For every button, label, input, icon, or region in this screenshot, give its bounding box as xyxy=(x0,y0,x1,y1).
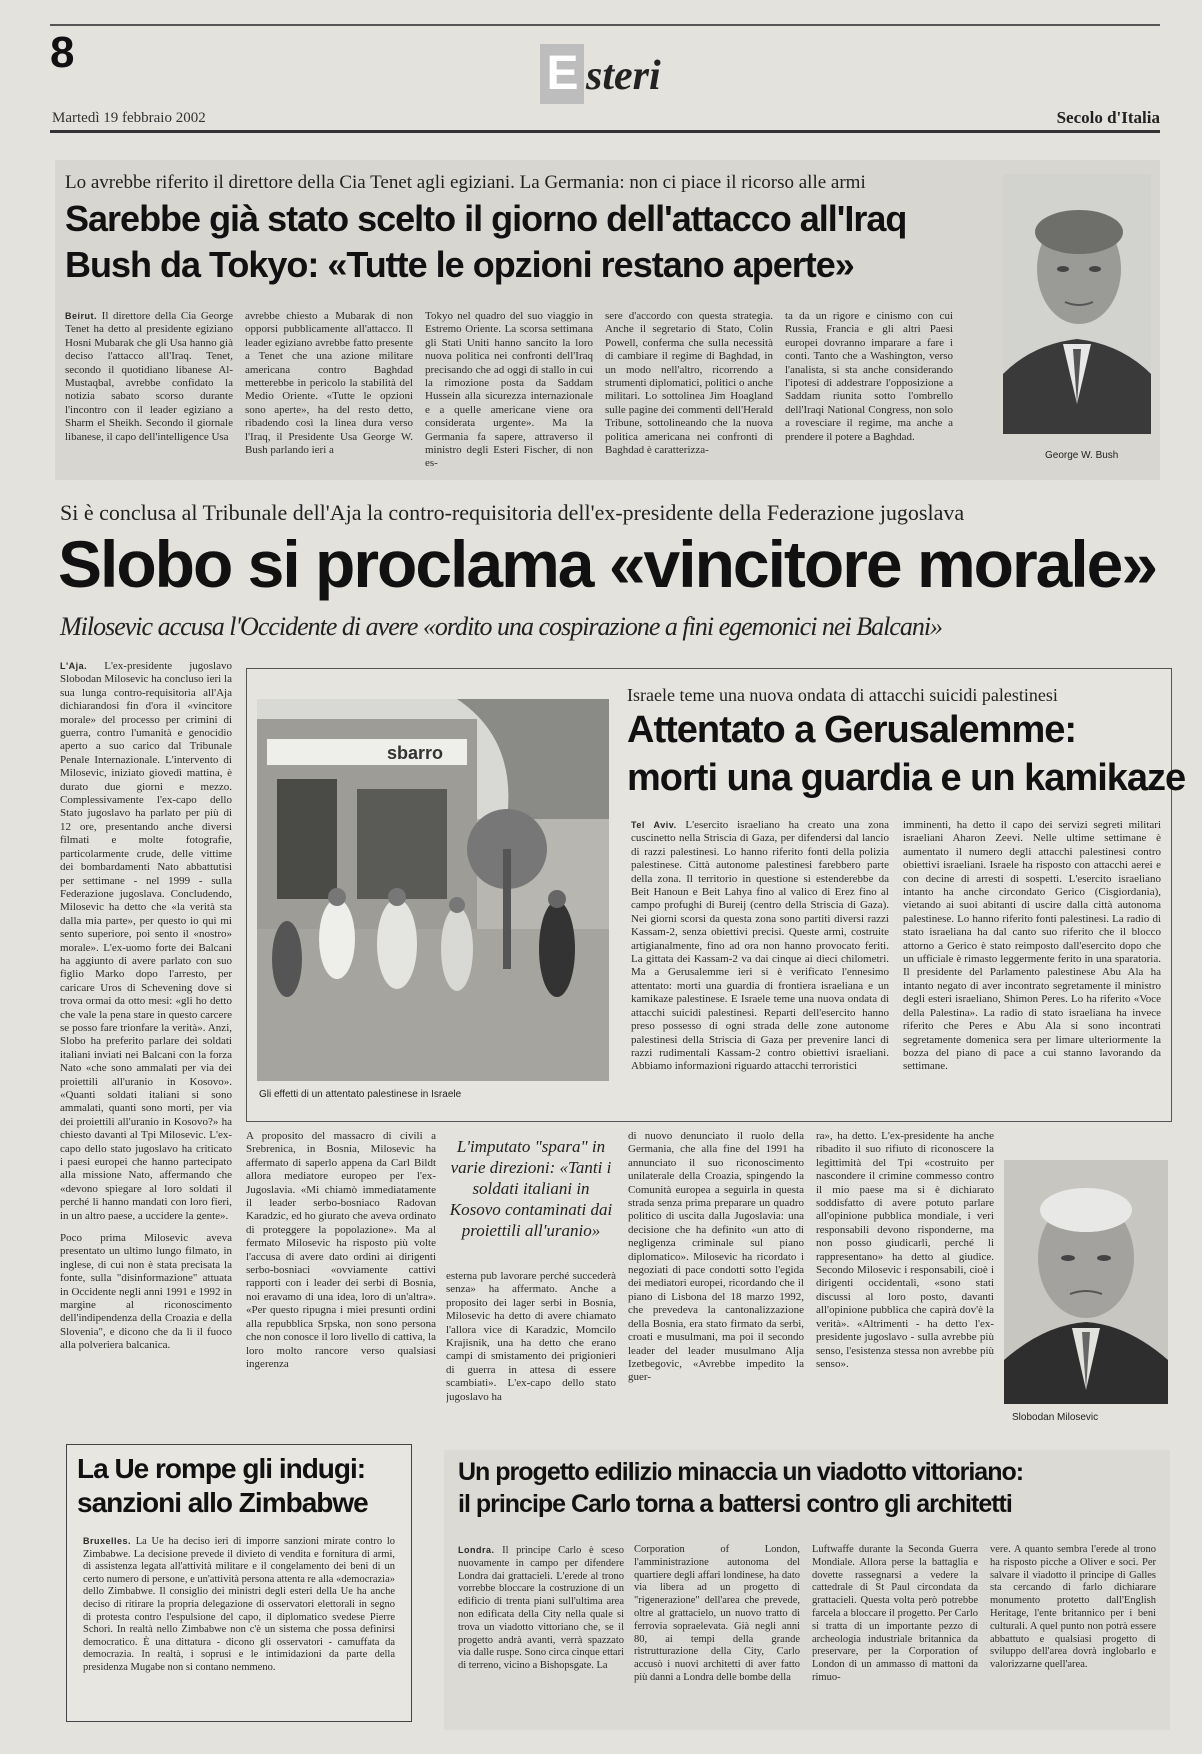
iraq-col4-text: sere d'accordo con questa strategia. Anche il segretario di Stato, Colin Powell, conferma che sulla necessità di cambiare il regime di Baghdad, in un modo nell'altro, ricorrendo a strumenti diplomatici, politici o anche militari. Lo sottolinea Jim Hoagland sulle pagine dei commenti dell'Herald Tribune, sottolineando che la nuova politica americana nei confronti di Baghdad è caratterizza- xyxy=(605,310,773,457)
charles-col2-text: Corporation of London, l'amministrazione autonoma del quartiere degli affari londinese, ha dato via libera ad un progetto di "rigenerazione" dell'area che prevede, oltre al grattacielo, un nuovo tratto di ferrovia sopraelevata. Già negli anni 80, ai tempi della grande ristrutturazione della City, Carlo accusò i nuovi architetti di aver fatto più danni a Londra delle bombe della xyxy=(634,1544,800,1683)
iraq-dateline: Beirut. xyxy=(65,311,98,321)
milosevic-column-2 xyxy=(246,1130,436,1430)
charles-headline-line2: il principe Carlo torna a battersi contro gli architetti xyxy=(458,1490,1012,1518)
milosevic-col3-text: esterna pub lavorare perché succederà senza» ha affermato. Anche a proposito dei lager serbi in Bosnia, Milosevic ha detto di avere chiamato l'allora vice di Karadzic, Momcilo Krajisnik, una ha detto che erano campi di smistamento dei prigionieri di guerra in attesa di essere scambiati». L'ex-capo dello stato jugoslavo ha xyxy=(446,1270,616,1403)
article-iraq xyxy=(55,160,1160,480)
iraq-column-3 xyxy=(425,310,593,470)
attack-scene-illustration xyxy=(257,699,609,1081)
charles-column-1 xyxy=(458,1544,624,1724)
milosevic-column-3 xyxy=(446,1270,616,1430)
milosevic-column-1b xyxy=(60,1232,232,1412)
iraq-col1-text: Il direttore della Cia George Tenet ha detto al presidente egiziano Hosni Mubarak che gli Usa hanno già deciso l'attacco all'Iraq. Tenet, secondo il quotidiano libanese Al-Mustaqbal, avrebbe confidato la notizia sabato scorso durante l'incontro con il leader egiziano a Sharm el Sheikh. Secondo il giornale libanese, il capo dell'intelligence Usa xyxy=(65,310,233,443)
milosevic-col5-text: ra», ha detto. L'ex-presidente ha anche ribadito il suo rifiuto di riconoscere la legittimità del Tpi «costruito per nascondere il crimine commesso contro il mio paese ma si è dichiarato soddisfatto di avere potuto parlare all'opinione pubblica mondiale, i veri responsabili devono risponderne, ma non posso giudicarli, perché li rappresentano» ha detto al giudice. Secondo Milosevic i responsabili, cioè i dirigenti occidentali, «sono stati discussi al loro posto, davanti all'opinione pubblica che capirà dov'è la verità». «Altrimenti - ha detto l'ex-presidente jugoslavo - sulla avrebbe più senso, l'esistenza stessa non avrebbe più senso». xyxy=(816,1130,994,1370)
bush-portrait-illustration xyxy=(1003,174,1151,434)
article-zimbabwe xyxy=(66,1444,412,1722)
iraq-column-2 xyxy=(245,310,413,470)
milosevic-column-1 xyxy=(60,660,232,1220)
jerusalem-kicker: Israele teme una nuova ondata di attacchi suicidi palestinesi xyxy=(627,685,1058,705)
milosevic-col4-text: di nuovo denunciato il ruolo della Germania, che alla fine del 1991 ha annunciato il suo riconoscimento unilaterale della Croazia, spingendo la Comunità europea a seguirla in questa strada senza prima preparare un quadro politico di uscita dalla Jugoslavia: una decisione che ha definito «un atto di negligenza criminale sul piano diplomatico». Milosevic ha ricordato i negoziati di pace condotti sotto l'egida dei mediatori europei, ricordando che il piano di Lisbona del 18 marzo 1992, che prevedeva la cantonalizzazione della Bosnia, era stato firmato da serbi, croati e musulmani, ma poi il secondo leader del leader musulmano Alja Izetbegovic, «Avrebbe impedito la guer- xyxy=(628,1130,804,1384)
charles-column-3 xyxy=(812,1544,978,1724)
zimbabwe-body-text: La Ue ha deciso ieri di imporre sanzioni mirate contro lo Zimbabwe. La decisione prevede il divieto di vendita e fornitura di armi, di assistenza legata all'attività militare e il congelamento dei beni di un certo numero di persone, e un'attività persona attenta re alla «democrazia» dello Zimbabwe. Il consiglio dei ministri degli esteri della Ue ha anche deciso di ritirare la propria delegazione di osservatori elettorali in segno di protesta contro l'espulsione del capo, il diplomatico svedese Pierre Schori. In realtà nello Zimbabwe non c'è un sistema che possa definirsi democratico. È una dittatura - dicono gli osservatori - camuffata da democrazia. In realtà, i soprusi e le intimidazioni da parte della presidenza Mugabe non si contano nemmeno. xyxy=(83,1536,395,1673)
charles-headline-line1: Un progetto edilizio minaccia un viadotto vittoriano: xyxy=(458,1458,1024,1486)
charles-col4-text: vere. A quanto sembra l'erede al trono ha risposto picche a Oliver e soci. Per salvare il viadotto il principe di Galles sta cercando di farlo dichiarare monumento protetto dall'English Heritage, l'ente britannico per i beni culturali. A quel punto non potrà essere abbattuto e qualsiasi progetto di sviluppo dell'area dovrà inglobarlo e valorizzarne quell'area. xyxy=(990,1544,1156,1671)
milosevic-headline: Slobo si proclama «vincitore morale» xyxy=(58,527,1157,601)
bush-photo xyxy=(1003,174,1151,434)
milosevic-col1-text: L'ex-presidente jugoslavo Slobodan Milosevic ha concluso ieri la sua lunga contro-requisitoria all'Aja dichiarandosi fin d'ora il «vincitore morale» del processo per crimini di guerra, contro l'umanità e genocidio aperto a suo carico dal Tribunale Penale Internazionale. L'intervento di Milosevic, iniziato giovedì mattina, è durato due giorni e mezzo. Complessivamente l'ex-capo dello Stato jugoslavo ha parlato per più di 12 ore, presentando anche diversi filmati e molte fotografie, particolarmente crude, delle vittime dei bombardamenti Nato abbattutisi per settimane - nel 1999 - sulla Federazione jugoslava. Concludendo, Milosevic ha detto che «la verità sta dalla mia parte», per questo io qui mi sento superiore, poi sento il «nostro» morale». L'ex-uomo forte dei Balcani ha aggiunto di avere parlato con suo figlio Marko dopo l'arresto, per caricare Uros di Schevening dove si trova ormai da otto mesi: «gli ho detto che vale la pena stare in questo carcere se posso fare trionfare la verità». Anzi, Slobo ha preferito parlare dei soldati italiani inviati nei Balcani con la forza Nato «che sono ammalati per via dei proiettili all'uranio in Kosovo». «Quanti soldati italiani si sono ammalati, quanti sono morti, per via dei proiettili all'uranio in Kosovo?» ha chiesto davanti al Tpi Milosevic. L'ex-capo dello stato jugoslavo ha criticato i paesi europei che hanno partecipato alla missione Nato, affermando che «devono spiegare al loro soldati il perché li hanno mandati con loro fieri, in un altro paese, a uccidere la gente». xyxy=(60,660,232,1220)
iraq-col5-text: ta da un rigore e cinismo con cui Russia, Francia e gli altri Paesi europei dovranno imparare a fare i conti. Tanto che a Washington, verso l'analista, si sta anche considerando l'ipotesi di addestrare l'opposizione a Saddam riunita sotto l'ombrello dell'Iraqi National Congress, non solo a rovesciare il regime, ma anche a prendere il potere a Baghdad. xyxy=(785,310,953,443)
iraq-headline-line1: Sarebbe già stato scelto il giorno dell'attacco all'Iraq xyxy=(65,198,907,239)
article-prince-charles xyxy=(444,1450,1170,1730)
milosevic-dateline: L'Aja. xyxy=(60,661,88,671)
header-top-rule xyxy=(50,24,1160,26)
milosevic-photo xyxy=(1004,1160,1168,1404)
jerusalem-column-2 xyxy=(903,819,1161,1109)
milosevic-col1b-text: Poco prima Milosevic aveva presentato un ultimo lungo filmato, in inglese, di cui non è stata precisata la fonte, sulla "disinformazione" attuata in Occidente negli anni 1991 e 1992 in margine al riconoscimento dell'indipendenza della Croazia e della Slovenia", e dicono che da lì il fuoco alla polveriera balcanica. xyxy=(60,1232,232,1352)
charles-dateline: Londra. xyxy=(458,1545,495,1555)
jerusalem-dateline: Tel Aviv. xyxy=(631,820,677,830)
zimbabwe-headline-line2: sanzioni allo Zimbabwe xyxy=(77,1487,368,1518)
article-jerusalem xyxy=(246,668,1186,1122)
zimbabwe-body xyxy=(83,1535,395,1711)
milosevic-subhead: Milosevic accusa l'Occidente di avere «ordito una cospirazione a fini egemonici nei Balcani» xyxy=(60,612,943,641)
section-initial: E xyxy=(540,44,584,104)
section-rest: steri xyxy=(586,53,661,99)
milosevic-kicker: Si è conclusa al Tribunale dell'Aja la contro-requisitoria dell'ex-presidente della Federazione jugoslava xyxy=(60,500,965,525)
charles-column-4 xyxy=(990,1544,1156,1724)
attack-photo xyxy=(257,699,609,1081)
iraq-column-4 xyxy=(605,310,773,470)
charles-col1-text: Il principe Carlo è sceso nuovamente in campo per difendere Londra dai grattacieli. L'erede al trono vorrebbe bloccare la costruzione di un edificio di trenta piani sull'ultima area non edificata della City nella quale si trova un viadotto vittoriano che, se il progetto andrà avanti, verrà spazzato via dalle ruspe. Sono circa cinque ettari di terreno, vicino a Bishopsgate. La xyxy=(458,1545,624,1672)
iraq-col2-text: avrebbe chiesto a Mubarak di non opporsi pubblicamente all'attacco. Il leader egiziano avrebbe fatto presente a Tenet che una azione militare americana contro Baghdad metterebbe in pericolo la stabilità del Medio Oriente. «Tutte le opzioni sono aperte», ha del resto detto, ribadendo così la linea dura verso l'Iraq, il Presidente Usa George W. Bush parlando ieri a xyxy=(245,310,413,457)
page-number: 8 xyxy=(50,28,74,77)
header-date: Martedì 19 febbraio 2002 xyxy=(52,110,206,126)
page-header xyxy=(50,20,1160,130)
iraq-column-1 xyxy=(65,310,233,470)
section-title xyxy=(540,44,661,104)
zimbabwe-headline-line1: La Ue rompe gli indugi: xyxy=(77,1453,366,1484)
milosevic-pullquote: L'imputato "spara" in varie direzioni: «Tanti i soldati italiani in Kosovo contaminati dai proiettili all'uranio» xyxy=(449,1137,613,1240)
jerusalem-col1-text: L'esercito israeliano ha creato una zona cuscinetto nella Striscia di Gaza, per difendersi dal lancio di razzi palestinesi. Lo hanno riferito fonti della polizia palestinese. Città autonome palestinesi farebbero parte della zona. Il territorio in questione si estenderebbe da Beit Hanoun e Beit Lahya fino al valico di Erez fino al campo profughi di Bureij (centro della Striscia di Gaza). Nei giorni scorsi da questa zona sono partiti diversi razzi Kassam-2, senza obiettivi precisi. Queste armi, costruite artigianalmente, fino ad ora non hanno provocato feriti. La gittata dei Kassam-2 va dai cinque ai dieci chilometri. Ma a Gerusalemme ieri si è verificato l'ennesimo attentato: morti una guardia di frontiera israeliana e un kamikaze palestinese. E Israele teme una nuova ondata di attacchi suicidi palestinesi. Reparti dell'esercito hanno preso possesso di ogni strada delle zone autonome palestinesi della Striscia di Gaza per prevenire lanci di razzi rudimentali Kassam-2 contro obiettivi israeliani. Abbiamo informazioni riguardo attacchi terroristici xyxy=(631,819,889,1073)
jerusalem-col2-text: imminenti, ha detto il capo dei servizi segreti militari israeliani Aharon Zeevi. Nelle ultime settimane è aumentato il numero degli attacchi palestinesi contro obiettivi israeliani. Israele ha risposto con attacchi aerei e con decine di arresti di sospetti. L'esercito israeliano intanto ha anche circondato Gerico (Cisgiordania), vietando ai suoi abitanti di uscire dalla città autonoma palestinese. Lo hanno riferito fonti palestinesi. La radio di stato israeliana ha dal canto suo riferito che il blocco attorno a Gerico è stato reimposto dall'esercito dopo che un ufficiale è rimasto leggermente ferito in una sparatoria. Il presidente del Parlamento palestinese Abu Ala ha intanto negato di aver incontrato segretamente il ministro degli esteri israeliano, Shimon Peres. Lo ha riferito «Voce della Palestina». La radio di stato israeliana ha invece riferito che Peres e Abu Ala si sono incontrati segretamente domenica sera per limare ulteriormente la bozza del piano di pace a cui stanno lavorando da settimane. xyxy=(903,819,1161,1073)
milosevic-photo-caption: Slobodan Milosevic xyxy=(1012,1412,1099,1423)
iraq-headline-line2: Bush da Tokyo: «Tutte le opzioni restano aperte» xyxy=(65,244,854,285)
milosevic-column-4 xyxy=(628,1130,804,1430)
sbarro-sign: sbarro xyxy=(387,743,444,763)
jerusalem-headline-line2: morti una guardia e un kamikaze xyxy=(627,757,1186,799)
charles-column-2 xyxy=(634,1544,800,1724)
iraq-kicker: Lo avrebbe riferito il direttore della Cia Tenet agli egiziani. La Germania: non ci piace il ricorso alle armi xyxy=(65,172,866,193)
milosevic-column-5 xyxy=(816,1130,994,1430)
jerusalem-column-1 xyxy=(631,819,889,1109)
jerusalem-headline-line1: Attentato a Gerusalemme: xyxy=(627,709,1077,751)
iraq-column-5 xyxy=(785,310,953,470)
zimbabwe-dateline: Bruxelles. xyxy=(83,1536,132,1546)
attack-photo-caption: Gli effetti di un attentato palestinese in Israele xyxy=(259,1089,462,1100)
milosevic-col2-text: A proposito del massacro di civili a Srebrenica, in Bosnia, Milosevic ha affermato di saperlo appena da Carl Bildt allora mediatore europeo per l'ex-Jugoslavia. «Mi chiamò immediatamente il leader serbo-bosniaco Radovan Karadzic, ed ho giurato che aveva ordinato di proteggere la popolazione». Ma al fermato Milosevic ha risposto più volte l'accusa di avere dato ordini ai dirigenti serbo-bosniaci «ovviamente cattivi rapporti con i leader dei serbi di Bosnia, noi eravamo di una idea, loro di un'altra». «Per questo ripugna i miei presunti ordini alla repubblica Srpska, non sono persona che non conosce il loro livello di cattiva, la loro molto rancore verso qualsiasi ingerenza xyxy=(246,1130,436,1370)
charles-col3-text: Luftwaffe durante la Seconda Guerra Mondiale. Allora perse la battaglia e dovette rassegnarsi a vedere la cattedrale di St Paul circondata da grattacieli. Questa volta però potrebbe farcela a bloccare il progetto. Per Carlo si tratta di un importante pezzo di archeologia industriale britannica da preservare, per la Corporation of London di un ammasso di mattoni da rimuo- xyxy=(812,1544,978,1683)
iraq-col3-text: Tokyo nel quadro del suo viaggio in Estremo Oriente. La scorsa settimana gli Stati Uniti hanno sancito la loro nuova politica nei confronti dell'Iraq precisando che ad oggi di stallo in cui la rimozione posta da Saddam Hussein alla sicurezza internazionale e a quelle americane viene ora considerata urgente». Ma la Germania fa sapere, attraverso il ministro degli Esteri Fischer, di non es- xyxy=(425,310,593,470)
masthead: Secolo d'Italia xyxy=(1056,108,1160,127)
bush-photo-caption: George W. Bush xyxy=(1045,450,1119,461)
header-bottom-rule xyxy=(50,130,1160,133)
milosevic-portrait-illustration xyxy=(1004,1160,1168,1404)
